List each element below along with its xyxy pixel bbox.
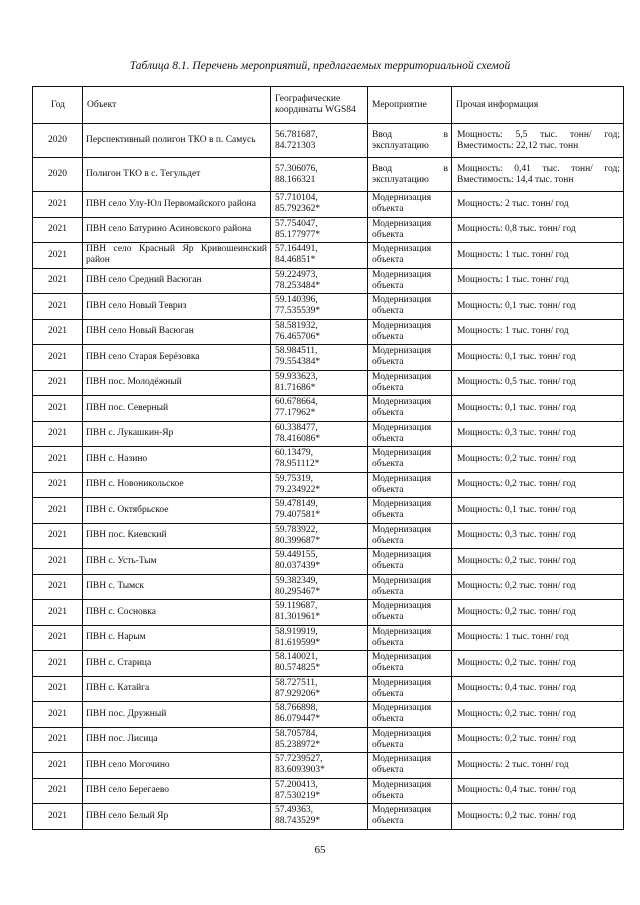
cell-year: 2021 [33,753,83,779]
cell-year: 2021 [33,294,83,320]
coord-latitude: 59.783922, [275,524,318,535]
table-row [33,676,624,702]
cell-info: Мощность: 0,2 тыс. тонн/ год [452,600,624,626]
coord-longitude: 88.166321 [275,174,316,185]
cell-object: ПВН село Белый Яр [83,804,271,830]
cell-object: ПВН с. Новоникольское [83,472,271,498]
cell-event: Модернизация объекта [368,702,452,728]
cell-year: 2021 [33,727,83,753]
coord-longitude: 85.177977* [275,229,321,240]
cell-event: Модернизация объекта [368,523,452,549]
coord-longitude: 88.743529* [275,816,321,827]
cell-coordinates [271,651,368,677]
cell-coordinates [271,192,368,218]
table-row [33,421,624,447]
cell-info: Мощность: 0,2 тыс. тонн/ год [452,727,624,753]
coord-latitude: 57.306076, [275,163,318,174]
cell-object: ПВН село Могочино [83,753,271,779]
cell-year: 2021 [33,217,83,243]
table-row [33,294,624,320]
cell-info: Мощность: 0,2 тыс. тонн/ год [452,574,624,600]
cell-object: ПВН с. Лукашкин-Яр [83,421,271,447]
cell-info: Мощность: 0,41 тыс. тонн/ год; Вместимость: 14,4 тыс. тонн [452,158,624,192]
cell-info: Мощность: 0,1 тыс. тонн/ год [452,396,624,422]
cell-object: Перспективный полигон ТКО в п. Самусь [83,124,271,158]
coord-longitude: 79.554384* [275,357,321,368]
cell-year: 2021 [33,319,83,345]
table-row [33,753,624,779]
table-row [33,345,624,371]
cell-event: Модернизация объекта [368,574,452,600]
cell-object: ПВН с. Нарым [83,625,271,651]
coord-longitude: 78.416086* [275,433,321,444]
coord-latitude: 57.754047, [275,218,318,229]
coord-longitude: 81.619599* [275,637,321,648]
cell-info: Мощность: 5,5 тыс. тонн/ год; Вместимость: 22,12 тыс. тонн [452,124,624,158]
cell-coordinates [271,498,368,524]
cell-event: Модернизация объекта [368,498,452,524]
cell-object: ПВН пос. Дружный [83,702,271,728]
cell-event: Модернизация объекта [368,447,452,473]
cell-year: 2021 [33,345,83,371]
coord-latitude: 58.727511, [275,677,318,688]
cell-object: ПВН село Старая Берёзовка [83,345,271,371]
table-row [33,447,624,473]
cell-object: ПВН с. Назино [83,447,271,473]
cell-year: 2021 [33,192,83,218]
cell-object: ПВН село Красный Яр Кривошеинский район [83,243,271,269]
cell-object: ПВН пос. Молодёжный [83,370,271,396]
cell-info: Мощность: 1 тыс. тонн/ год [452,243,624,269]
cell-object: Полигон ТКО в с. Тегульдет [83,158,271,192]
coord-longitude: 86.079447* [275,714,321,725]
cell-year: 2020 [33,158,83,192]
cell-object: ПВН с. Октябрьское [83,498,271,524]
coord-longitude: 79.407581* [275,510,321,521]
table-row [33,498,624,524]
coord-latitude: 57.49363, [275,805,313,816]
cell-object: ПВН село Улу-Юл Первомайского района [83,192,271,218]
cell-coordinates [271,625,368,651]
cell-coordinates [271,217,368,243]
coord-latitude: 56.781687, [275,129,318,140]
cell-object: ПВН с. Усть-Тым [83,549,271,575]
cell-year: 2021 [33,447,83,473]
table-row [33,217,624,243]
table-row [33,651,624,677]
cell-coordinates [271,574,368,600]
table-row [33,192,624,218]
coord-latitude: 59.478149, [275,499,318,510]
cell-info: Мощность: 0,3 тыс. тонн/ год [452,421,624,447]
table-row [33,600,624,626]
coord-latitude: 59.119687, [275,601,318,612]
cell-coordinates [271,753,368,779]
coord-latitude: 60.13479, [275,448,313,459]
cell-info: Мощность: 1 тыс. тонн/ год [452,625,624,651]
coord-longitude: 87.929206* [275,688,321,699]
coord-longitude: 77.17962* [275,408,316,419]
cell-coordinates [271,778,368,804]
cell-year: 2021 [33,651,83,677]
table-row [33,778,624,804]
coord-longitude: 84.721303 [275,140,316,151]
cell-info: Мощность: 0,2 тыс. тонн/ год [452,804,624,830]
coord-latitude: 57.7239527, [275,754,323,765]
cell-event: Модернизация объекта [368,778,452,804]
cell-event: Модернизация объекта [368,396,452,422]
coord-longitude: 79.234922* [275,484,321,495]
cell-year: 2021 [33,370,83,396]
table-row [33,370,624,396]
cell-event: Модернизация объекта [368,753,452,779]
coord-longitude: 85.238972* [275,739,321,750]
cell-event: Модернизация объекта [368,217,452,243]
coord-longitude: 80.295467* [275,586,321,597]
cell-info: Мощность: 0,1 тыс. тонн/ год [452,294,624,320]
cell-object: ПВН село Средний Васюган [83,268,271,294]
cell-coordinates [271,158,368,192]
coord-longitude: 77.535539* [275,306,321,317]
cell-coordinates [271,396,368,422]
cell-info: Мощность: 0,4 тыс. тонн/ год [452,778,624,804]
cell-year: 2021 [33,498,83,524]
coord-longitude: 78.253484* [275,280,321,291]
coord-longitude: 87.530219* [275,790,321,801]
cell-event: Модернизация объекта [368,804,452,830]
cell-event: Модернизация объекта [368,600,452,626]
cell-event: Модернизация объекта [368,421,452,447]
cell-info: Мощность: 0,2 тыс. тонн/ год [452,549,624,575]
cell-year: 2021 [33,396,83,422]
page-number: 65 [314,844,326,856]
cell-info: Мощность: 2 тыс. тонн/ год [452,192,624,218]
cell-event: Модернизация объекта [368,345,452,371]
events-table [32,86,624,830]
cell-year: 2020 [33,124,83,158]
coord-latitude: 60.338477, [275,422,318,433]
cell-info: Мощность: 0,8 тыс. тонн/ год [452,217,624,243]
table-header-row [33,87,624,124]
header-year: Год [33,87,83,124]
cell-object: ПВН пос. Северный [83,396,271,422]
cell-object: ПВН село Батурино Асиновского района [83,217,271,243]
cell-object: ПВН с. Катайга [83,676,271,702]
header-info: Прочая информация [452,87,624,124]
cell-year: 2021 [33,549,83,575]
coord-latitude: 59.140396, [275,295,318,306]
cell-object: ПВН село Новый Тевриз [83,294,271,320]
cell-coordinates [271,702,368,728]
header-event: Мероприятие [368,87,452,124]
cell-year: 2021 [33,676,83,702]
coord-latitude: 58.581932, [275,320,318,331]
table-row [33,396,624,422]
coord-latitude: 59.382349, [275,575,318,586]
cell-year: 2021 [33,472,83,498]
coord-longitude: 76.465706* [275,331,321,342]
coord-longitude: 81.301961* [275,612,321,623]
cell-coordinates [271,319,368,345]
table-row [33,549,624,575]
table-row [33,523,624,549]
coord-latitude: 59.933623, [275,371,318,382]
table-row [33,319,624,345]
cell-info: Мощность: 0,2 тыс. тонн/ год [452,447,624,473]
cell-coordinates [271,676,368,702]
cell-object: ПВН с. Сосновка [83,600,271,626]
coord-latitude: 59.75319, [275,473,313,484]
cell-event: Модернизация объекта [368,370,452,396]
cell-event: Ввод в эксплуатацию [368,158,452,192]
cell-event: Модернизация объекта [368,192,452,218]
cell-info: Мощность: 0,1 тыс. тонн/ год [452,498,624,524]
coord-latitude: 59.449155, [275,550,318,561]
cell-info: Мощность: 0,5 тыс. тонн/ год [452,370,624,396]
cell-coordinates [271,447,368,473]
cell-coordinates [271,124,368,158]
cell-object: ПВН село Новый Васюган [83,319,271,345]
table-row [33,625,624,651]
cell-object: ПВН село Берегаево [83,778,271,804]
cell-info: Мощность: 0,2 тыс. тонн/ год [452,472,624,498]
coord-latitude: 58.919919, [275,626,318,637]
cell-info: Мощность: 1 тыс. тонн/ год [452,268,624,294]
coord-longitude: 81.71686* [275,382,316,393]
table-row [33,727,624,753]
cell-event: Модернизация объекта [368,319,452,345]
cell-object: ПВН с. Старица [83,651,271,677]
cell-info: Мощность: 0,4 тыс. тонн/ год [452,676,624,702]
coord-latitude: 58.766898, [275,703,318,714]
cell-event: Модернизация объекта [368,472,452,498]
cell-year: 2021 [33,421,83,447]
cell-info: Мощность: 0,2 тыс. тонн/ год [452,651,624,677]
cell-coordinates [271,472,368,498]
coord-latitude: 59.224973, [275,269,318,280]
coord-latitude: 58.140021, [275,652,318,663]
cell-event: Модернизация объекта [368,727,452,753]
cell-event: Модернизация объекта [368,268,452,294]
cell-event: Модернизация объекта [368,294,452,320]
cell-year: 2021 [33,600,83,626]
cell-event: Модернизация объекта [368,549,452,575]
cell-coordinates [271,370,368,396]
table-body [33,124,624,830]
cell-info: Мощность: 0,2 тыс. тонн/ год [452,702,624,728]
table-row [33,472,624,498]
coord-longitude: 80.399687* [275,535,321,546]
cell-coordinates [271,345,368,371]
cell-coordinates [271,268,368,294]
cell-event: Модернизация объекта [368,676,452,702]
coord-longitude: 78.951112* [275,459,320,470]
cell-coordinates [271,294,368,320]
cell-year: 2021 [33,243,83,269]
cell-year: 2021 [33,804,83,830]
header-object: Объект [83,87,271,124]
cell-event: Модернизация объекта [368,243,452,269]
cell-year: 2021 [33,523,83,549]
cell-info: Мощность: 0,3 тыс. тонн/ год [452,523,624,549]
coord-longitude: 84.46851* [275,255,316,266]
coord-longitude: 80.574825* [275,663,321,674]
coord-longitude: 85.792362* [275,204,321,215]
cell-coordinates [271,523,368,549]
coord-latitude: 60.678664, [275,397,318,408]
coord-latitude: 57.164491, [275,244,318,255]
coord-longitude: 83.6093903* [275,765,325,776]
cell-object: ПВН пос. Киевский [83,523,271,549]
cell-coordinates [271,421,368,447]
table-row [33,124,624,158]
table-row [33,158,624,192]
cell-object: ПВН с. Тымск [83,574,271,600]
cell-year: 2021 [33,268,83,294]
cell-coordinates [271,804,368,830]
cell-coordinates [271,727,368,753]
cell-info: Мощность: 0,1 тыс. тонн/ год [452,345,624,371]
cell-event: Ввод в эксплуатацию [368,124,452,158]
coord-latitude: 58.705784, [275,728,318,739]
table-row [33,243,624,269]
header-coords: Географические координаты WGS84 [271,87,368,124]
cell-event: Модернизация объекта [368,625,452,651]
coord-latitude: 57.710104, [275,193,318,204]
cell-coordinates [271,243,368,269]
cell-year: 2021 [33,702,83,728]
coord-longitude: 80.037439* [275,561,321,572]
cell-object: ПВН пос. Лисица [83,727,271,753]
cell-coordinates [271,600,368,626]
table-row [33,574,624,600]
cell-year: 2021 [33,625,83,651]
cell-info: Мощность: 1 тыс. тонн/ год [452,319,624,345]
cell-coordinates [271,549,368,575]
table-row [33,702,624,728]
cell-event: Модернизация объекта [368,651,452,677]
coord-latitude: 58.984511, [275,346,318,357]
table-row [33,268,624,294]
coord-latitude: 57.200413, [275,779,318,790]
cell-year: 2021 [33,778,83,804]
table-caption: Таблица 8.1. Перечень мероприятий, предлагаемых территориальной схемой [129,60,511,72]
cell-info: Мощность: 2 тыс. тонн/ год [452,753,624,779]
cell-year: 2021 [33,574,83,600]
table-row [33,804,624,830]
